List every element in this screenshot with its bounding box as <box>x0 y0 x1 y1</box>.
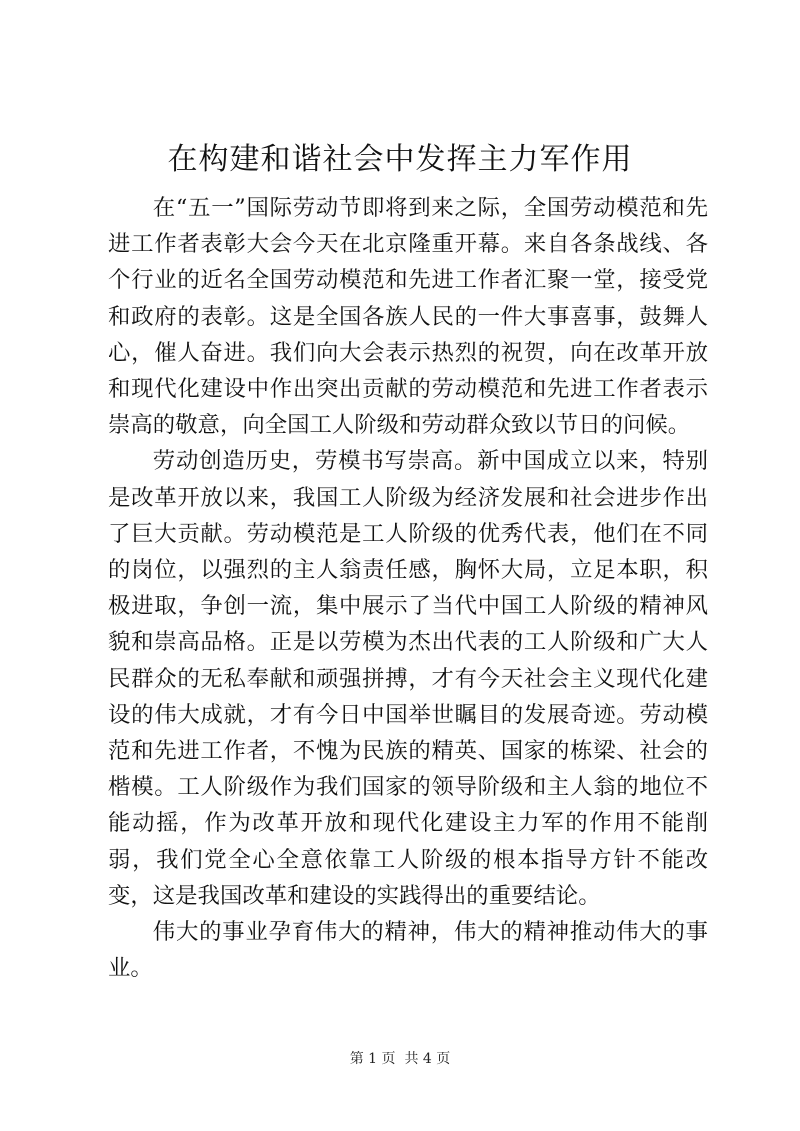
document-body <box>108 190 708 986</box>
page-footer <box>0 1049 800 1069</box>
document-title: 在构建和谐社会中发挥主力军作用 <box>167 142 633 177</box>
page-number: 第 1 页 <box>349 1051 396 1067</box>
paragraph-3: 伟大的事业孕育伟大的精神，伟大的精神推动伟大的事业。 <box>108 919 708 982</box>
paragraph-2: 劳动创造历史，劳模书写崇高。新中国成立以来，特别是改革开放以来，我国工人阶级为经济发展和社会进步作出了巨大贡献。劳动模范是工人阶级的优秀代表，他们在不同的岗位，以强烈的主人翁责任感，胸怀大局，立足本职，积极进取，争创一流，集中展示了当代中国工人阶级的精神风貌和崇高品格。正是以劳模为杰出代表的工人阶级和广大人民群众的无私奉献和顽强拼搏，才有今天社会主义现代化建设的伟大成就，才有今日中国举世瞩目的发展奇迹。劳动模范和先进工作者，不愧为民族的精英、国家的栋梁、社会的楷模。工人阶级作为我们国家的领导阶级和主人翁的地位不能动摇，作为改革开放和现代化建设主力军的作用不能削弱，我们党全心全意依靠工人阶级的根本指导方针不能改变，这是我国改革和建设的实践得出的重要结论。 <box>108 448 708 909</box>
paragraph-1: 在“五一”国际劳动节即将到来之际，全国劳动模范和先进工作者表彰大会今天在北京隆重开幕。来自各条战线、各个行业的近名全国劳动模范和先进工作者汇聚一堂，接受党和政府的表彰。这是全国各族人民的一件大事喜事，鼓舞人心，催人奋进。我们向大会表示热烈的祝贺，向在改革开放和现代化建设中作出突出贡献的劳动模范和先进工作者表示崇高的敬意，向全国工人阶级和劳动群众致以节日的问候。 <box>108 195 708 439</box>
page-total: 共 4 页 <box>404 1051 451 1067</box>
